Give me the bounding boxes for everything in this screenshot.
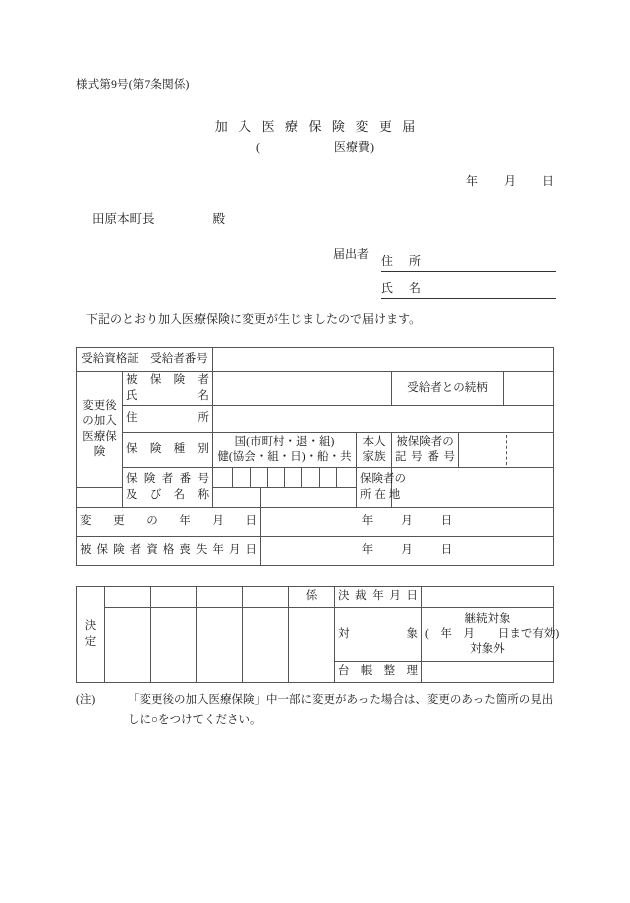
- target-label-text: 対 象: [338, 627, 418, 640]
- table-row: [77, 587, 554, 608]
- decision-blank-cell[interactable]: [197, 587, 243, 608]
- change-date-value[interactable]: [261, 508, 554, 537]
- submitter-fields: [381, 245, 556, 299]
- decision-blank-cell[interactable]: [243, 608, 289, 683]
- target-option-valid-until[interactable]: ( 年 月 日まで有効): [425, 627, 560, 640]
- addressee: [92, 209, 225, 227]
- submitter-name-row[interactable]: [381, 272, 556, 299]
- footnote-line-2: しに○をつけてください。: [128, 714, 262, 727]
- section-label-line-1: 変更後: [82, 400, 117, 413]
- insurer-number-label-line-2: 及 び 名 称: [126, 488, 209, 501]
- insurer-number-box[interactable]: [337, 468, 353, 487]
- decision-blank-cell[interactable]: [105, 608, 151, 683]
- insurer-number-label-line-1: 保険者番号: [126, 473, 209, 486]
- subtitle-paren-open: (: [256, 140, 260, 154]
- loss-date-inline: [348, 544, 467, 556]
- ledger-label: [335, 662, 422, 683]
- change-date-label: [77, 508, 261, 537]
- table-row: [77, 608, 554, 662]
- table-row: [77, 508, 554, 537]
- decision-blank-cell[interactable]: [151, 608, 197, 683]
- decision-blank-cell[interactable]: [243, 587, 289, 608]
- change-date-year: 年: [361, 515, 374, 528]
- submitter-address-row[interactable]: [381, 245, 556, 272]
- insurer-number-box[interactable]: [251, 468, 268, 487]
- address-label-text: 住 所: [126, 412, 209, 425]
- loss-date-value[interactable]: [261, 537, 554, 566]
- addressee-honorific: 殿: [212, 212, 226, 226]
- change-date-month: 月: [401, 515, 413, 528]
- kigou-label-line-2: 記 号 番 号: [395, 451, 455, 463]
- table-row: [77, 348, 554, 372]
- kakari-label: 係: [289, 587, 335, 608]
- date-month-label: 月: [504, 174, 517, 188]
- self-or-family-option[interactable]: [357, 433, 392, 468]
- insured-name-value[interactable]: [213, 372, 392, 406]
- intro-text: 下記のとおり加入医療保険に変更が生じましたので届けます。: [86, 312, 422, 326]
- insurance-type-label-text: 保 険 種 別: [126, 443, 209, 456]
- footnote-mark: (注): [76, 694, 96, 706]
- decision-blank-cell[interactable]: [105, 587, 151, 608]
- insurer-number-box[interactable]: [285, 468, 302, 487]
- decision-table: [76, 586, 560, 683]
- target-label: [335, 608, 422, 662]
- footnote: [76, 690, 556, 730]
- insurance-type-option-line-1[interactable]: 国(市町村・退・組): [234, 435, 335, 448]
- approval-date-label: [335, 587, 422, 608]
- kigou-dashed-divider: [506, 435, 507, 465]
- table-row: [77, 537, 554, 566]
- change-date-label-text: 変 更 の 年 月 日: [80, 515, 257, 528]
- form-number: 様式第9号(第7条関係): [76, 79, 190, 91]
- loss-date-label: [77, 537, 261, 566]
- submitter-address-label: 住 所: [381, 254, 421, 268]
- kigou-label-line-1: 被保険者の: [396, 435, 454, 448]
- change-date-inline: [348, 515, 467, 527]
- kigou-bangou-label: [392, 433, 459, 468]
- decision-label-line-2: 定: [84, 635, 97, 648]
- insurer-number-boxes[interactable]: [213, 468, 357, 488]
- subtitle-text: 医療費): [334, 140, 374, 154]
- loss-date-label-text: 被保険者資格喪失年月日: [80, 544, 257, 557]
- table-row: [77, 406, 554, 433]
- approval-date-label-text: 決 裁 年 月 日: [338, 590, 418, 603]
- submitter-label: 届出者: [333, 247, 370, 261]
- loss-date-month: 月: [401, 544, 413, 557]
- change-date-day: 日: [440, 515, 453, 528]
- approval-date-value[interactable]: [422, 587, 554, 608]
- insured-name-label: [123, 372, 213, 406]
- insurer-number-box[interactable]: [233, 468, 250, 487]
- section-label-line-2: の加入: [82, 415, 117, 428]
- insurer-location-label-line-1: 保険者の: [360, 473, 406, 486]
- decision-label: [77, 587, 105, 683]
- insurer-number-box[interactable]: [268, 468, 285, 487]
- target-option-continuing[interactable]: 継続対象: [464, 612, 511, 625]
- section-label-line-4: 険: [93, 445, 106, 458]
- addressee-name: 田原本町長: [92, 212, 155, 226]
- insured-name-label-line-1: 被 保 険 者: [126, 374, 209, 387]
- table-row: [77, 433, 554, 468]
- decision-label-line-1: 決: [84, 620, 97, 633]
- submitter-name-label: 氏 名: [381, 281, 421, 295]
- insurance-type-label: [123, 433, 213, 468]
- insurance-type-options[interactable]: [213, 433, 357, 468]
- insurer-location-label: [357, 468, 406, 508]
- section-label-line-3: 医療保: [82, 430, 117, 443]
- insurer-location-value[interactable]: [392, 468, 554, 508]
- relation-label: 受給者との続柄: [392, 372, 504, 406]
- footnote-line-1: 「変更後の加入医療保険」中一部に変更があった場合は、変更のあった箇所の見出: [128, 694, 554, 706]
- insurer-number-box-group[interactable]: [216, 468, 353, 487]
- insured-name-label-line-2: 氏 名: [126, 389, 209, 402]
- family-option[interactable]: 家族: [362, 451, 386, 463]
- target-option-excluded[interactable]: 対象外: [470, 643, 505, 656]
- relation-value[interactable]: [504, 372, 554, 406]
- target-options[interactable]: [422, 608, 560, 662]
- kigou-bangou-value[interactable]: [459, 433, 554, 468]
- ledger-value[interactable]: [422, 662, 554, 683]
- page-title: 加 入 医 療 保 険 変 更 届: [214, 119, 419, 134]
- address-label: [123, 406, 213, 433]
- insurer-number-label: [123, 468, 213, 508]
- table-row: [77, 468, 554, 488]
- decision-blank-cell[interactable]: [289, 608, 335, 683]
- date-year-label: 年: [466, 174, 479, 188]
- insurer-location-label-line-2: 所 在 地: [360, 488, 401, 501]
- receipt-cert-value[interactable]: [213, 348, 554, 372]
- loss-date-day: 日: [440, 544, 453, 557]
- insurer-number-box[interactable]: [216, 468, 233, 487]
- section-label-henkougo: [77, 372, 123, 488]
- decision-blank-cell[interactable]: [151, 587, 197, 608]
- loss-date-year: 年: [361, 544, 374, 557]
- address-value[interactable]: [213, 406, 554, 433]
- page-subtitle: [0, 138, 630, 155]
- decision-blank-cell[interactable]: [197, 608, 243, 683]
- main-form-table: [76, 347, 554, 566]
- table-row: [77, 372, 554, 406]
- insurance-type-option-line-2[interactable]: 健(協会・組・日)・船・共: [217, 451, 352, 463]
- insurer-number-box[interactable]: [320, 468, 337, 487]
- self-option[interactable]: 本人: [362, 435, 386, 448]
- receipt-cert-label: 受給資格証 受給者番号: [77, 348, 213, 372]
- date-day-label: 日: [542, 174, 555, 188]
- ledger-label-text: 台 帳 整 理: [338, 665, 418, 678]
- insurer-number-box[interactable]: [302, 468, 319, 487]
